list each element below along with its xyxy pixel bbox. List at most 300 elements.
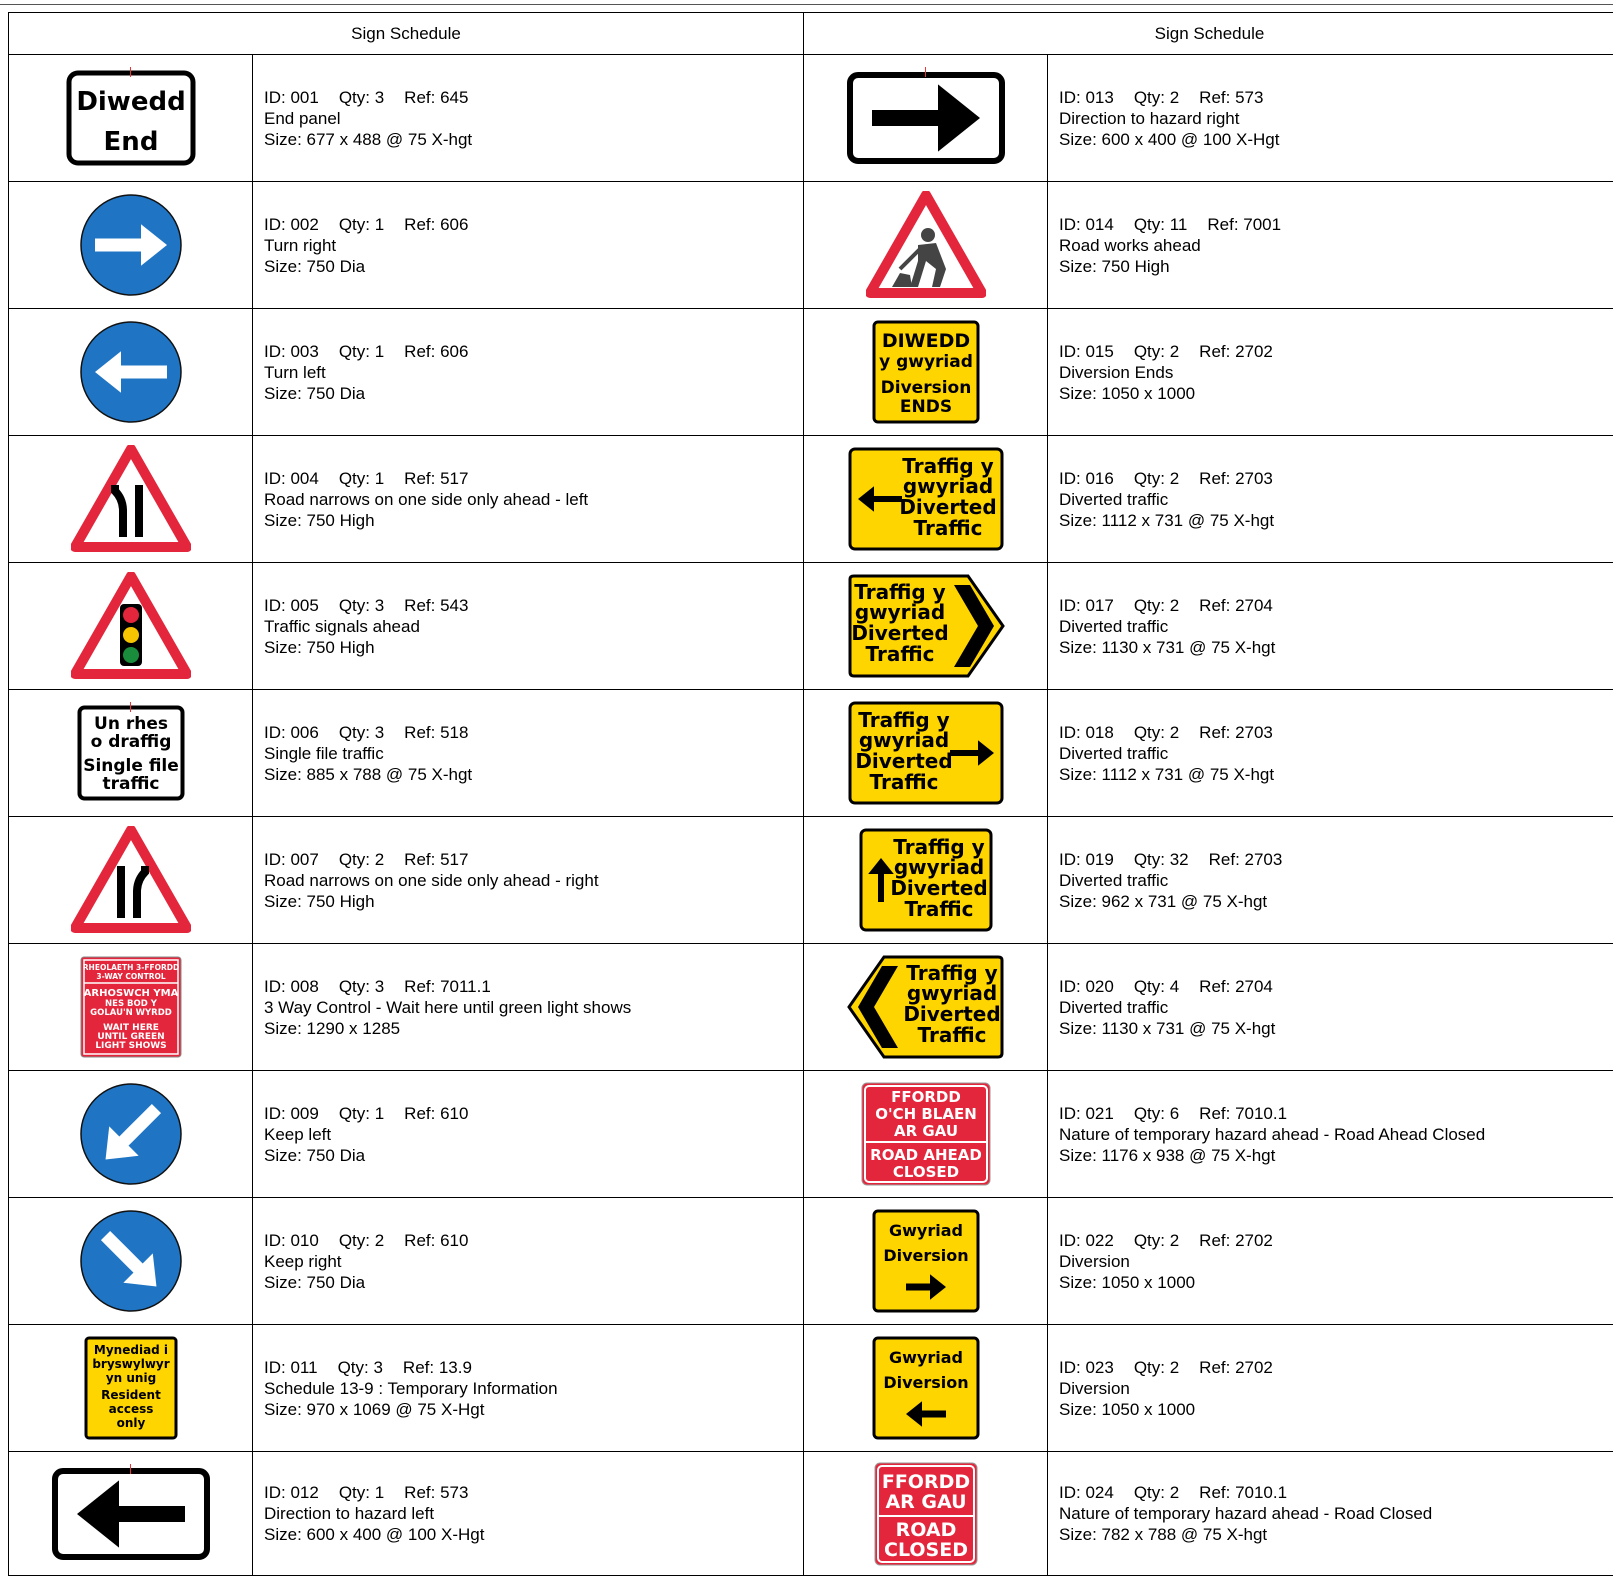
sign-size: Size: 1112 x 731 @ 75 X-hgt xyxy=(1059,510,1275,530)
sign-size: Size: 750 High xyxy=(1059,256,1170,276)
diversion-left-icon xyxy=(872,1336,980,1440)
sign-text: FFORDD xyxy=(881,1470,970,1493)
sign-details xyxy=(1048,1198,1273,1324)
sign-text: ARHOSWCH YMA xyxy=(83,988,178,999)
sign-details xyxy=(253,817,599,943)
sign-ids xyxy=(264,849,599,870)
sign-qty: Qty: 2 xyxy=(338,1230,385,1250)
sign-ref: Ref: 606 xyxy=(404,214,469,234)
sign-text: Diverted xyxy=(889,876,988,900)
sign-ref: Ref: 573 xyxy=(1199,87,1264,107)
marker-tick xyxy=(925,67,926,77)
table-row xyxy=(804,1071,1613,1198)
sign-details xyxy=(1048,944,1275,1070)
sign-size: Size: 677 x 488 @ 75 X-hgt xyxy=(264,129,473,149)
sign-description: Keep right xyxy=(264,1251,342,1271)
sign-id: ID: 003 xyxy=(264,341,319,361)
sign-size: Size: 962 x 731 @ 75 X-hgt xyxy=(1059,891,1268,911)
sign-ref: Ref: 2703 xyxy=(1199,722,1273,742)
sign-text: LIGHT SHOWS xyxy=(94,1041,167,1051)
sign-text: DIWEDD xyxy=(881,330,970,352)
sign-ref: Ref: 7001 xyxy=(1207,214,1282,234)
sign-size: Size: 750 High xyxy=(264,510,375,530)
sign-id: ID: 001 xyxy=(264,87,319,107)
schedule-left xyxy=(8,12,804,1576)
sign-text: gwyriad xyxy=(858,728,949,752)
sign-description: Diverted traffic xyxy=(1059,743,1169,763)
sign-text: O'CH BLAEN xyxy=(874,1105,977,1123)
sign-details xyxy=(1048,1071,1485,1197)
single-file-traffic-icon xyxy=(77,705,185,801)
sign-text: GOLAU'N WYRDD xyxy=(89,1008,172,1018)
sign-details xyxy=(253,436,588,562)
table-row xyxy=(9,1325,803,1452)
sign-qty: Qty: 1 xyxy=(338,468,385,488)
sign-description: Turn right xyxy=(264,235,337,255)
sign-details xyxy=(253,690,472,816)
sign-qty: Qty: 1 xyxy=(338,214,385,234)
sign-text: Resident xyxy=(100,1388,161,1402)
sign-details xyxy=(1048,563,1275,689)
sign-qty: Qty: 2 xyxy=(1133,722,1180,742)
sign-id: ID: 017 xyxy=(1059,595,1114,615)
sign-ids xyxy=(1059,87,1279,108)
sign-text: CLOSED xyxy=(892,1163,959,1181)
sign-image-cell xyxy=(804,1452,1048,1575)
sign-id: ID: 015 xyxy=(1059,341,1114,361)
table-row xyxy=(9,563,803,690)
sign-text: Diwedd xyxy=(75,87,186,117)
sign-id: ID: 005 xyxy=(264,595,319,615)
sign-image-cell xyxy=(9,1452,253,1575)
sign-qty: Qty: 3 xyxy=(337,1357,383,1377)
table-row xyxy=(804,563,1613,690)
sign-id: ID: 018 xyxy=(1059,722,1114,742)
table-row xyxy=(804,309,1613,436)
sign-text: Traffic xyxy=(904,897,973,921)
sign-text: Traffig y xyxy=(901,454,994,478)
sign-size: Size: 885 x 788 @ 75 X-hgt xyxy=(264,764,473,784)
sign-ref: Ref: 2704 xyxy=(1199,976,1273,996)
warning-triangle-icon xyxy=(71,572,191,680)
sign-ids xyxy=(264,1103,468,1124)
sign-ref: Ref: 517 xyxy=(404,468,469,488)
table-row xyxy=(9,690,803,817)
diverted-traffic-right-icon xyxy=(848,701,1004,805)
sign-id: ID: 004 xyxy=(264,468,319,488)
sign-text: gwyriad xyxy=(854,600,945,624)
sign-text: 3-WAY CONTROL xyxy=(95,972,166,981)
keep-left-icon xyxy=(79,1082,183,1186)
sign-text: access xyxy=(108,1402,153,1416)
sign-description: End panel xyxy=(264,108,341,128)
sign-size: Size: 750 Dia xyxy=(264,383,366,403)
sign-details xyxy=(1048,436,1274,562)
sign-qty: Qty: 2 xyxy=(1133,468,1180,488)
sign-text: gwyriad xyxy=(893,855,984,879)
sign-text: NES BOD Y xyxy=(104,999,157,1009)
turn-right-icon xyxy=(79,193,183,297)
warning-triangle-icon xyxy=(71,826,191,934)
table-row xyxy=(804,1325,1613,1452)
sign-ref: Ref: 2704 xyxy=(1199,595,1273,615)
sign-size: Size: 600 x 400 @ 100 X-Hgt xyxy=(1059,129,1280,149)
sign-details xyxy=(253,182,468,308)
sign-image-cell xyxy=(804,436,1048,562)
sign-ref: Ref: 606 xyxy=(404,341,469,361)
sign-description: Diverted traffic xyxy=(1059,997,1169,1017)
sign-id: ID: 014 xyxy=(1059,214,1114,234)
sign-text: ENDS xyxy=(899,397,952,417)
sign-size: Size: 750 High xyxy=(264,637,375,657)
sign-qty: Qty: 1 xyxy=(338,1483,385,1502)
sign-description: Nature of temporary hazard ahead - Road Ahead Closed xyxy=(1059,1124,1486,1144)
sign-image-cell xyxy=(9,436,253,562)
sign-description: Road narrows on one side only ahead - right xyxy=(264,870,599,890)
table-row xyxy=(804,1452,1613,1575)
sign-ref: Ref: 2702 xyxy=(1199,341,1273,361)
sign-ids xyxy=(264,976,631,997)
sign-image-cell xyxy=(9,817,253,943)
table-row xyxy=(9,1198,803,1325)
sign-qty: Qty: 3 xyxy=(338,976,385,996)
sign-qty: Qty: 2 xyxy=(1133,87,1180,107)
sign-description: Direction to hazard left xyxy=(264,1504,435,1523)
sign-details xyxy=(1048,309,1273,435)
table-row xyxy=(9,1452,803,1575)
table-row xyxy=(9,55,803,182)
sign-ids xyxy=(1059,1103,1485,1124)
sign-image-cell xyxy=(804,182,1048,308)
sign-size: Size: 750 Dia xyxy=(264,256,366,276)
sign-text: CLOSED xyxy=(883,1538,968,1561)
sign-details xyxy=(253,944,631,1070)
sign-text: Traffig y xyxy=(892,835,985,859)
top-rule xyxy=(0,4,1613,5)
sign-size: Size: 1290 x 1285 xyxy=(264,1018,401,1038)
sign-ids xyxy=(1059,468,1274,489)
sign-text: Diversion xyxy=(882,1373,969,1392)
sign-image-cell xyxy=(804,55,1048,181)
sign-id: ID: 006 xyxy=(264,722,319,742)
sign-description: Diversion Ends xyxy=(1059,362,1174,382)
sign-id: ID: 021 xyxy=(1059,1103,1114,1123)
sign-size: Size: 600 x 400 @ 100 X-Hgt xyxy=(264,1525,485,1544)
sign-text: traffic xyxy=(101,774,160,794)
sign-ids xyxy=(264,214,468,235)
sign-description: Single file traffic xyxy=(264,743,384,763)
sign-id: ID: 019 xyxy=(1059,849,1114,869)
marker-tick xyxy=(130,67,131,77)
sign-description: Traffic signals ahead xyxy=(264,616,420,636)
sign-description: Turn left xyxy=(264,362,326,382)
sign-text: o draffig xyxy=(90,732,171,752)
sign-text: End xyxy=(103,127,158,157)
sign-qty: Qty: 1 xyxy=(338,341,385,361)
sign-qty: Qty: 2 xyxy=(1133,1230,1180,1250)
sign-image-cell xyxy=(9,55,253,181)
sign-description: Road narrows on one side only ahead - left xyxy=(264,489,589,509)
sign-image-cell xyxy=(9,690,253,816)
sign-qty: Qty: 2 xyxy=(1133,1357,1180,1377)
table-row xyxy=(804,182,1613,309)
sign-qty: Qty: 11 xyxy=(1133,214,1188,234)
diverted-traffic-chevron-right-icon xyxy=(846,573,1006,679)
sign-details xyxy=(253,55,472,181)
sign-id: ID: 011 xyxy=(264,1357,318,1377)
sign-size: Size: 1176 x 938 @ 75 X-hgt xyxy=(1059,1145,1276,1165)
sign-text: Traffig y xyxy=(853,580,946,604)
sign-text: Diversion xyxy=(882,1246,969,1265)
sign-text: Traffig y xyxy=(857,708,950,732)
table-row xyxy=(804,1198,1613,1325)
table-row xyxy=(9,309,803,436)
sign-details xyxy=(1048,1325,1273,1451)
sign-details xyxy=(253,1325,558,1451)
sign-ids xyxy=(1059,595,1275,616)
sign-ids xyxy=(264,1230,468,1251)
table-row xyxy=(9,182,803,309)
table-row xyxy=(804,944,1613,1071)
sign-size: Size: 750 Dia xyxy=(264,1145,366,1165)
schedule-header: Sign Schedule xyxy=(804,13,1613,55)
schedule-right xyxy=(804,12,1613,1576)
sign-description: 3 Way Control - Wait here until green light shows xyxy=(264,997,632,1017)
sign-id: ID: 013 xyxy=(1059,87,1114,107)
sign-text: Traffic xyxy=(917,1023,986,1047)
sign-id: ID: 022 xyxy=(1059,1230,1114,1250)
sign-image-cell xyxy=(804,690,1048,816)
sign-text: Single file xyxy=(82,756,179,776)
sign-qty: Qty: 3 xyxy=(338,87,385,107)
sign-image-cell xyxy=(9,309,253,435)
sign-text: Traffig y xyxy=(905,961,998,985)
sign-details xyxy=(253,1452,484,1575)
sign-text: Mynediad i xyxy=(93,1343,168,1357)
sign-ref: Ref: 7010.1 xyxy=(1199,1103,1288,1123)
sign-ids xyxy=(264,1482,484,1503)
sign-description: Diverted traffic xyxy=(1059,489,1169,509)
sign-image-cell xyxy=(804,1198,1048,1324)
sign-ids xyxy=(264,341,468,362)
sign-description: Road works ahead xyxy=(1059,235,1201,255)
sign-image-cell xyxy=(9,182,253,308)
sign-qty: Qty: 2 xyxy=(338,849,385,869)
sign-ref: Ref: 13.9 xyxy=(402,1357,472,1377)
sign-ids xyxy=(264,722,472,743)
sign-ids xyxy=(1059,1230,1273,1251)
sign-size: Size: 1050 x 1000 xyxy=(1059,383,1196,403)
sign-image-cell xyxy=(804,944,1048,1070)
sign-text: only xyxy=(116,1416,145,1430)
sign-description: Diversion xyxy=(1059,1251,1130,1271)
resident-access-only-icon xyxy=(84,1336,178,1440)
diversion-right-icon xyxy=(872,1209,980,1313)
sign-text: ROAD AHEAD xyxy=(869,1146,982,1164)
sign-text: RHEOLAETH 3-FFORDD xyxy=(82,963,179,972)
sign-ref: Ref: 7011.1 xyxy=(404,976,491,996)
sign-text: Diverted xyxy=(850,621,949,645)
sign-text: Traffic xyxy=(913,516,982,540)
sign-text: Diverted xyxy=(898,495,997,519)
keep-right-icon xyxy=(79,1209,183,1313)
end-panel-sign-icon xyxy=(66,70,196,166)
hazard-left-arrow-icon xyxy=(52,1468,210,1560)
sign-ids xyxy=(1059,1357,1273,1378)
sign-ref: Ref: 517 xyxy=(404,849,469,869)
sign-size: Size: 1130 x 731 @ 75 X-hgt xyxy=(1059,637,1276,657)
sign-text: Diverted xyxy=(902,1002,1001,1026)
sign-ref: Ref: 645 xyxy=(404,87,469,107)
sign-text: ROAD xyxy=(895,1518,956,1541)
sign-description: Diverted traffic xyxy=(1059,616,1169,636)
sign-id: ID: 010 xyxy=(264,1230,319,1250)
sign-text: Gwyriad xyxy=(888,1348,963,1367)
sign-image-cell xyxy=(804,563,1048,689)
sign-schedule-table xyxy=(8,12,1613,1576)
sign-size: Size: 1050 x 1000 xyxy=(1059,1272,1196,1292)
sign-id: ID: 020 xyxy=(1059,976,1114,996)
sign-ids xyxy=(264,468,588,489)
sign-id: ID: 007 xyxy=(264,849,319,869)
sign-text: Un rhes xyxy=(93,714,168,734)
sign-image-cell xyxy=(9,1198,253,1324)
sign-qty: Qty: 2 xyxy=(1133,1483,1180,1502)
sign-size: Size: 782 x 788 @ 75 X-hgt xyxy=(1059,1525,1268,1544)
sign-qty: Qty: 6 xyxy=(1133,1103,1180,1123)
sign-text: Traffic xyxy=(865,642,934,666)
sign-image-cell xyxy=(9,1325,253,1451)
sign-id: ID: 002 xyxy=(264,214,319,234)
sign-details xyxy=(253,1071,468,1197)
sign-id: ID: 009 xyxy=(264,1103,319,1123)
sign-text: yn unig xyxy=(105,1371,156,1385)
table-row xyxy=(804,436,1613,563)
sign-description: Diversion xyxy=(1059,1378,1130,1398)
sign-qty: Qty: 32 xyxy=(1133,849,1189,869)
sign-description: Keep left xyxy=(264,1124,332,1144)
sign-details xyxy=(1048,55,1279,181)
turn-left-icon xyxy=(79,320,183,424)
sign-description: Schedule 13-9 : Temporary Information xyxy=(264,1378,558,1398)
table-row xyxy=(804,817,1613,944)
sign-details xyxy=(1048,817,1282,943)
sign-ref: Ref: 573 xyxy=(404,1483,469,1502)
sign-image-cell xyxy=(9,1071,253,1197)
sign-text: Traffic xyxy=(869,770,938,794)
sign-ref: Ref: 610 xyxy=(404,1230,469,1250)
sign-text: FFORDD xyxy=(890,1088,961,1106)
sign-ids xyxy=(1059,976,1275,997)
sign-ref: Ref: 610 xyxy=(404,1103,469,1123)
table-row xyxy=(9,436,803,563)
sign-ref: Ref: 2702 xyxy=(1199,1230,1273,1250)
sign-text: gwyriad xyxy=(902,474,993,498)
diversion-ends-icon xyxy=(872,320,980,424)
sign-text: y gwyriad xyxy=(878,352,973,372)
sign-image-cell xyxy=(804,1325,1048,1451)
sign-ref: Ref: 2702 xyxy=(1199,1357,1273,1377)
sign-id: ID: 016 xyxy=(1059,468,1114,488)
sign-description: Diverted traffic xyxy=(1059,870,1169,890)
sign-qty: Qty: 2 xyxy=(1133,341,1180,361)
sign-ids xyxy=(264,1357,558,1378)
sign-ids xyxy=(1059,722,1274,743)
sign-image-cell xyxy=(9,944,253,1070)
table-row xyxy=(9,1071,803,1198)
sign-size: Size: 750 Dia xyxy=(264,1272,366,1292)
sign-image-cell xyxy=(804,1071,1048,1197)
sign-qty: Qty: 3 xyxy=(338,595,385,615)
sign-details xyxy=(1048,182,1281,308)
sign-description: Direction to hazard right xyxy=(1059,108,1240,128)
sign-details xyxy=(253,309,468,435)
sign-text: Gwyriad xyxy=(888,1221,963,1240)
sign-details xyxy=(1048,690,1274,816)
road-ahead-closed-icon xyxy=(861,1082,991,1186)
marker-tick xyxy=(130,702,131,712)
sign-image-cell xyxy=(9,563,253,689)
sign-ids xyxy=(264,87,472,108)
sign-image-cell xyxy=(804,817,1048,943)
sign-ref: Ref: 543 xyxy=(404,595,469,615)
sign-ids xyxy=(1059,214,1281,235)
marker-tick xyxy=(130,1464,131,1474)
sign-size: Size: 970 x 1069 @ 75 X-Hgt xyxy=(264,1399,485,1419)
table-row xyxy=(9,944,803,1071)
sign-text: AR GAU xyxy=(893,1122,958,1140)
sign-text: bryswylwyr xyxy=(91,1357,170,1371)
sign-image-cell xyxy=(804,309,1048,435)
sign-qty: Qty: 3 xyxy=(338,722,385,742)
sign-details xyxy=(1048,1452,1432,1575)
sign-description: Nature of temporary hazard ahead - Road Closed xyxy=(1059,1504,1433,1523)
diverted-traffic-chevron-left-icon xyxy=(846,954,1006,1060)
diverted-traffic-ahead-icon xyxy=(859,828,993,932)
hazard-right-arrow-icon xyxy=(847,72,1005,164)
sign-id: ID: 008 xyxy=(264,976,319,996)
schedule-header: Sign Schedule xyxy=(9,13,803,55)
table-row xyxy=(804,55,1613,182)
sign-qty: Qty: 1 xyxy=(338,1103,385,1123)
sign-ids xyxy=(264,595,468,616)
sign-text: UNTIL GREEN xyxy=(96,1032,165,1042)
warning-triangle-icon xyxy=(71,445,191,553)
sign-size: Size: 1050 x 1000 xyxy=(1059,1399,1196,1419)
sign-id: ID: 012 xyxy=(264,1483,319,1502)
sign-size: Size: 750 High xyxy=(264,891,375,911)
sign-text: WAIT HERE xyxy=(102,1023,159,1033)
sign-size: Size: 1130 x 731 @ 75 X-hgt xyxy=(1059,1018,1276,1038)
table-row xyxy=(804,690,1613,817)
sign-text: Diverted xyxy=(854,749,953,773)
sign-ids xyxy=(1059,341,1273,362)
sign-details xyxy=(253,1198,468,1324)
sign-text: Diversion xyxy=(880,378,971,398)
sign-ids xyxy=(1059,1482,1432,1503)
road-closed-icon xyxy=(874,1462,978,1566)
sign-details xyxy=(253,563,468,689)
three-way-control-icon xyxy=(80,956,182,1058)
sign-ids xyxy=(1059,849,1282,870)
warning-triangle-icon xyxy=(866,191,986,299)
sign-id: ID: 024 xyxy=(1059,1483,1114,1502)
sign-text: gwyriad xyxy=(906,981,997,1005)
sign-id: ID: 023 xyxy=(1059,1357,1114,1377)
table-row xyxy=(9,817,803,944)
sign-ref: Ref: 7010.1 xyxy=(1199,1483,1288,1502)
sign-qty: Qty: 2 xyxy=(1133,595,1180,615)
